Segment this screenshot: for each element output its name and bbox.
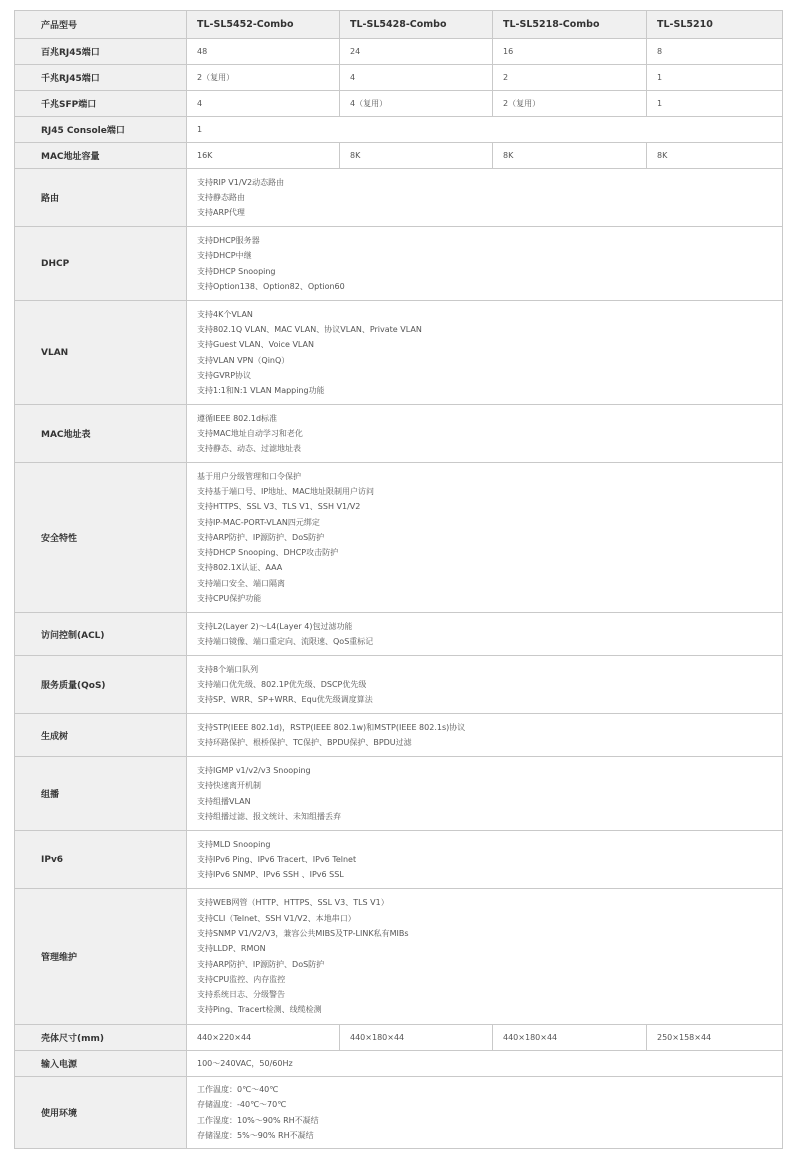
- model-name: TL-SL5210: [647, 11, 783, 39]
- cell-value: 24: [340, 39, 493, 65]
- feature-line: 支持环路保护、根桥保护、TC保护、BPDU保护、BPDU过滤: [197, 738, 412, 747]
- feature-list: [187, 714, 783, 757]
- model-name: TL-SL5218-Combo: [493, 11, 647, 39]
- feature-line: 遵循IEEE 802.1d标准: [197, 413, 278, 423]
- feature-line: 支持DHCP Snooping、DHCP攻击防护: [197, 548, 339, 558]
- cell-value: 100～240VAC，50/60Hz: [187, 1051, 783, 1077]
- row-label: 壳体尺寸(mm): [15, 1025, 187, 1051]
- cell-value: 440×180×44: [340, 1025, 493, 1051]
- feature-line: 支持SP、WRR、SP+WRR、Equ优先级调度算法: [197, 695, 373, 705]
- feature-line: 支持ARP防护、IP源防护、DoS防护: [197, 532, 325, 542]
- row-console: [15, 117, 783, 143]
- row-label: MAC地址表: [15, 405, 187, 463]
- row-routing: [15, 169, 783, 227]
- feature-line: 支持GVRP协议: [197, 370, 252, 380]
- model-name: TL-SL5452-Combo: [187, 11, 340, 39]
- feature-line: 支持WEB网管（HTTP、HTTPS、SSL V3、TLS V1）: [197, 898, 389, 908]
- feature-list: [187, 757, 783, 831]
- feature-list: [187, 656, 783, 714]
- row-security: [15, 463, 783, 613]
- cell-value: 440×180×44: [493, 1025, 647, 1051]
- row-dhcp: [15, 227, 783, 301]
- feature-line: 支持SNMP V1/V2/V3，兼容公共MIBS及TP-LINK私有MIBs: [197, 928, 409, 938]
- row-mac-table: [15, 405, 783, 463]
- feature-line: 支持端口安全、端口隔离: [197, 578, 285, 588]
- feature-line: 支持STP(IEEE 802.1d)，RSTP(IEEE 802.1w)和MSTP(IEEE 802.1s)协议: [197, 722, 466, 732]
- feature-line: 支持VLAN VPN（QinQ）: [197, 355, 290, 365]
- cell-value: 16: [493, 39, 647, 65]
- feature-list: [187, 227, 783, 301]
- row-multicast: [15, 757, 783, 831]
- row-mac-capacity: [15, 143, 783, 169]
- row-environment: [15, 1077, 783, 1149]
- cell-value: 1: [647, 91, 783, 117]
- row-label: 生成树: [15, 714, 187, 757]
- feature-line: 基于用户分级管理和口令保护: [197, 471, 301, 481]
- feature-line: 支持CPU保护功能: [197, 594, 262, 604]
- feature-line: 支持DHCP服务器: [197, 235, 260, 245]
- row-vlan: [15, 301, 783, 405]
- cell-value: 2（复用）: [493, 91, 647, 117]
- row-label: 路由: [15, 169, 187, 227]
- row-ipv6: [15, 831, 783, 889]
- feature-line: 支持DHCP中继: [197, 251, 252, 261]
- cell-value: 8: [647, 39, 783, 65]
- row-label: 百兆RJ45端口: [15, 39, 187, 65]
- row-ge-ports: [15, 65, 783, 91]
- feature-line: 工作湿度：10%～90% RH不凝结: [197, 1115, 319, 1125]
- feature-line: 支持MLD Snooping: [197, 839, 271, 849]
- feature-line: 支持Guest VLAN、Voice VLAN: [197, 340, 315, 350]
- row-label: 安全特性: [15, 463, 187, 613]
- cell-value: 8K: [340, 143, 493, 169]
- cell-value: 1: [187, 117, 783, 143]
- feature-line: 支持L2(Layer 2)～L4(Layer 4)包过滤功能: [197, 621, 353, 631]
- row-power: [15, 1051, 783, 1077]
- feature-line: 支持系统日志、分级警告: [197, 990, 285, 1000]
- row-spanning-tree: [15, 714, 783, 757]
- spec-table: [14, 10, 783, 1149]
- feature-line: 支持CLI（Telnet、SSH V1/V2、本地串口）: [197, 913, 356, 923]
- row-label: 管理维护: [15, 889, 187, 1025]
- row-label: 使用环境: [15, 1077, 187, 1149]
- feature-line: 支持组播VLAN: [197, 796, 251, 806]
- feature-list: [187, 831, 783, 889]
- feature-line: 支持RIP V1/V2动态路由: [197, 177, 285, 187]
- model-name: TL-SL5428-Combo: [340, 11, 493, 39]
- row-sfp-ports: [15, 91, 783, 117]
- row-label: 访问控制(ACL): [15, 613, 187, 656]
- cell-value: 16K: [187, 143, 340, 169]
- feature-list: [187, 405, 783, 463]
- feature-line: 支持IGMP v1/v2/v3 Snooping: [197, 765, 311, 775]
- cell-value: 1: [647, 65, 783, 91]
- feature-line: 支持静态、动态、过滤地址表: [197, 444, 301, 454]
- feature-list: [187, 169, 783, 227]
- row-label: MAC地址容量: [15, 143, 187, 169]
- row-qos: [15, 656, 783, 714]
- row-label: 组播: [15, 757, 187, 831]
- cell-value: 8K: [493, 143, 647, 169]
- cell-value: 4: [187, 91, 340, 117]
- feature-line: 支持HTTPS、SSL V3、TLS V1、SSH V1/V2: [197, 502, 361, 512]
- feature-list: [187, 1077, 783, 1149]
- cell-value: 48: [187, 39, 340, 65]
- feature-line: 支持静态路由: [197, 192, 245, 202]
- row-label: 千兆SFP端口: [15, 91, 187, 117]
- feature-line: 支持IP-MAC-PORT-VLAN四元绑定: [197, 517, 320, 527]
- feature-line: 支持DHCP Snooping: [197, 266, 276, 276]
- feature-line: 支持LLDP、RMON: [197, 944, 266, 954]
- row-dimensions: [15, 1025, 783, 1051]
- feature-line: 支持8个端口队列: [197, 664, 259, 674]
- feature-line: 支持1:1和N:1 VLAN Mapping功能: [197, 386, 325, 396]
- feature-list: [187, 463, 783, 613]
- feature-line: 支持Option138、Option82、Option60: [197, 281, 345, 291]
- cell-value: 4（复用）: [340, 91, 493, 117]
- row-management: [15, 889, 783, 1025]
- feature-list: [187, 301, 783, 405]
- cell-value: 2: [493, 65, 647, 91]
- feature-line: 存储湿度：5%～90% RH不凝结: [197, 1130, 314, 1140]
- feature-line: 支持IPv6 Ping、IPv6 Tracert、IPv6 Telnet: [197, 854, 357, 864]
- feature-line: 支持MAC地址自动学习和老化: [197, 428, 303, 438]
- feature-line: 支持802.1Q VLAN、MAC VLAN、协议VLAN、Private VLAN: [197, 324, 422, 334]
- cell-value: 250×158×44: [647, 1025, 783, 1051]
- cell-value: 2（复用）: [187, 65, 340, 91]
- feature-line: 支持4K个VLAN: [197, 309, 253, 319]
- feature-line: 支持组播过滤、报文统计、未知组播丢弃: [197, 811, 341, 821]
- feature-line: 工作温度：0℃～40℃: [197, 1084, 279, 1094]
- row-label: DHCP: [15, 227, 187, 301]
- row-label: 输入电源: [15, 1051, 187, 1077]
- cell-value: 4: [340, 65, 493, 91]
- feature-line: 存储温度：-40℃～70℃: [197, 1100, 287, 1110]
- row-label: RJ45 Console端口: [15, 117, 187, 143]
- feature-line: 支持802.1X认证、AAA: [197, 563, 283, 573]
- feature-line: 支持ARP防护、IP源防护、DoS防护: [197, 959, 325, 969]
- feature-line: 支持端口优先级、802.1P优先级、DSCP优先级: [197, 679, 367, 689]
- feature-line: 支持IPv6 SNMP、IPv6 SSH 、IPv6 SSL: [197, 870, 344, 880]
- cell-value: 8K: [647, 143, 783, 169]
- row-label: IPv6: [15, 831, 187, 889]
- feature-line: 支持端口镜像、端口重定向、流限速、QoS重标记: [197, 637, 374, 646]
- row-label: 千兆RJ45端口: [15, 65, 187, 91]
- cell-value: 440×220×44: [187, 1025, 340, 1051]
- row-label: VLAN: [15, 301, 187, 405]
- header-label: 产品型号: [15, 11, 187, 39]
- feature-list: [187, 613, 783, 656]
- row-acl: [15, 613, 783, 656]
- header-row: [15, 11, 783, 39]
- feature-line: 支持ARP代理: [197, 208, 245, 218]
- feature-line: 支持快速离开机制: [197, 781, 261, 791]
- feature-line: 支持Ping、Tracert检测、线缆检测: [197, 1005, 322, 1015]
- feature-line: 支持CPU监控、内存监控: [197, 974, 286, 984]
- feature-list: [187, 889, 783, 1025]
- row-fe-ports: [15, 39, 783, 65]
- row-label: 服务质量(QoS): [15, 656, 187, 714]
- feature-line: 支持基于端口号、IP地址、MAC地址限制用户访问: [197, 486, 375, 496]
